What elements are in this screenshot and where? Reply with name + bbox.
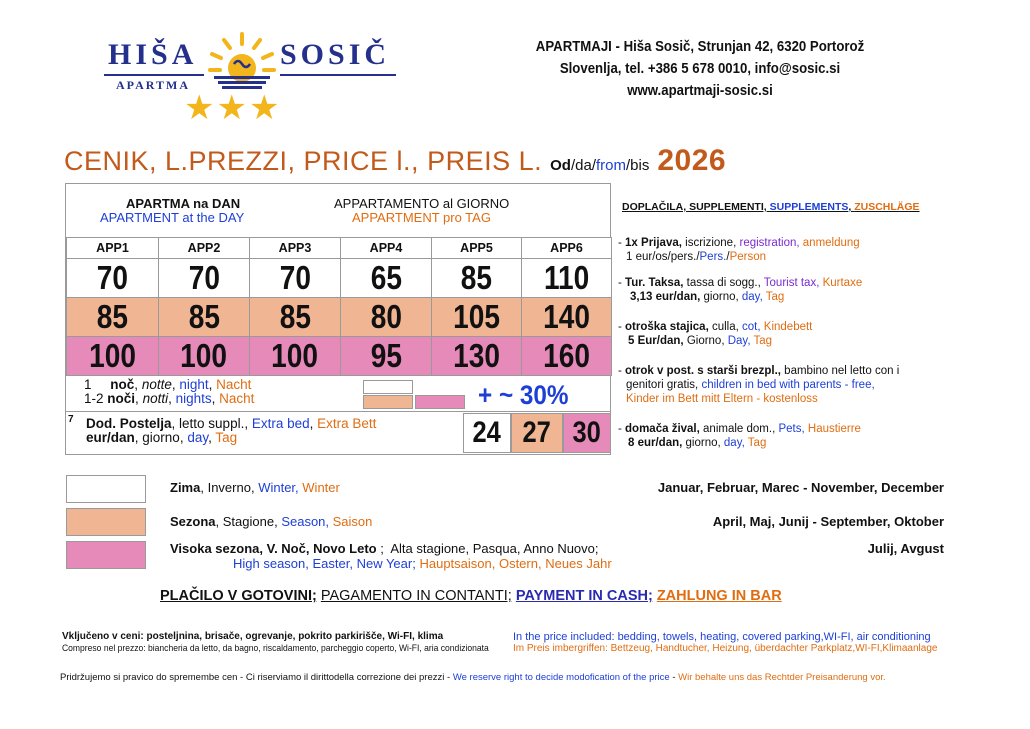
extra-bed-price: 27 (522, 416, 552, 449)
supplement-tourist-tax: - Tur. Taksa, tassa di sogg., Tourist tax, Kurtaxe 3,13 eur/dan, giorno, day, Tag (618, 277, 863, 303)
price-cell: 85 (96, 298, 129, 335)
extra-bed-it: letto suppl. (179, 416, 245, 431)
logo-right-word: SOSIČ (280, 38, 391, 71)
extra-bed-price: 30 (572, 416, 602, 449)
logo-left-word: HIŠA (108, 38, 198, 71)
supplements-header: DOPLAČILA, SUPPLEMENTI, SUPPLEMENTS, ZUSCHLÄGE (622, 201, 920, 213)
column-header: APP3 (250, 238, 341, 259)
column-header: APP1 (67, 238, 159, 259)
price-cell: 65 (370, 259, 402, 296)
rating-stars: ★★★ (184, 89, 282, 127)
column-header: APP4 (341, 238, 432, 259)
header-sl: APARTMA na DAN (126, 196, 241, 211)
logo-rule (104, 74, 204, 76)
page-title (64, 144, 726, 178)
high-season-price-row (67, 337, 612, 376)
table-header (66, 196, 610, 234)
nights-count: 1 (84, 377, 92, 392)
logo-rule-right (280, 74, 396, 76)
supplements-header-de: ZUSCHLÄGE (854, 201, 920, 213)
supplement-cot: - otroška stajica, culla, cot, Kindebett 5 Eur/dan, Giorno, Day, Tag (618, 321, 813, 347)
swatch-season-small (363, 395, 413, 409)
supplements-header-sl: DOPLAČILA, SUPPLEMENTI, (622, 201, 767, 213)
legend-season-months: April, Maj, Junij - September, Oktober (712, 514, 944, 529)
column-header: APP2 (159, 238, 250, 259)
supplement-pets: - domača žival, animale dom., Pets, Haustierre 8 eur/dan, giorno, day, Tag (618, 423, 861, 449)
column-header: APP6 (522, 238, 612, 259)
contact-block (470, 36, 930, 102)
included-sl: Vključeno v ceni: posteljnina, brisače, ogrevanje, pokrito parkirišče, Wi-FI, klima (62, 631, 444, 642)
price-cell: 85 (188, 298, 220, 335)
divider (66, 411, 610, 412)
price-cell: 110 (543, 259, 590, 296)
header-it: APPARTAMENTO al GIORNO (334, 196, 510, 211)
supplement-child-in-bed: - otrok v post. s starši brezpl., bambino nel letto con i genitori gratis, children in bed with parents - free, Kinder im Bett mitt Eltern - kostenloss (618, 365, 900, 405)
price-cell: 70 (279, 259, 311, 296)
header-en: APARTMENT at the DAY (100, 210, 245, 225)
extra-bed-note: 7 Dod. Postelja, letto suppl., Extra bed, Extra Bett eur/dan, giorno, day, Tag (68, 414, 377, 445)
swatch-high-small (415, 395, 465, 409)
included-de: Im Preis imbergriffen: Bettzeug, Handtucher, Heizung, überdachter Parkplatz,WI-FI,Klimaanlage (513, 643, 938, 654)
swatch-winter-small (363, 380, 413, 394)
supplement-registration: - 1x Prijava, iscrizione, registration, anmeldung 1 eur/os/pers./Pers./Person (618, 237, 860, 263)
included-en: In the price included: bedding, towels, heating, covered parking,WI-FI, air conditioning (513, 631, 931, 643)
price-cell: 70 (96, 259, 129, 296)
title-od: Od (550, 157, 571, 174)
title-main: CENIK, L.PREZZI, PRICE l., PREIS L. (64, 146, 543, 176)
legend-swatch-season (66, 508, 146, 536)
nights-sl: noči (107, 391, 136, 406)
contact-address: APARTMAJI - Hiša Sosič, Strunjan 42, 6320 Portorož (535, 38, 865, 55)
title-da: /da/ (570, 157, 596, 174)
logo-subtitle: APARTMA (116, 78, 191, 92)
price-cell: 70 (188, 259, 220, 296)
legend-swatch-high (66, 541, 146, 569)
supplements-header-en: SUPPLEMENTS (769, 201, 849, 213)
price-cell: 160 (543, 337, 590, 374)
legend-winter: Zima, Inverno, Winter, Winter (170, 480, 340, 495)
legend-high-months: Julij, Avgust (867, 541, 944, 556)
extra-bed-price: 24 (472, 416, 502, 449)
sun-icon (204, 30, 280, 92)
extra-bed-unit: eur/dan (86, 430, 135, 445)
extra-bed-price-season (511, 413, 563, 453)
extra-bed-sl: Dod. Postelja (86, 416, 172, 431)
price-cell: 140 (543, 298, 590, 335)
extra-bed-price-high (563, 413, 611, 453)
nights-de: Nacht (219, 391, 255, 406)
title-year: 2026 (657, 144, 727, 177)
price-table (66, 237, 612, 376)
extra-bed-index: 7 (68, 414, 74, 425)
nights-en: night (179, 377, 209, 392)
price-cell: 130 (453, 337, 500, 374)
legend-high: Visoka sezona, V. Noč, Novo Leto ; Alta stagione, Pasqua, Anno Nuovo; High season, Easter, New Year; Hauptsaison, Ostern, Neues Jahr (170, 541, 612, 571)
extra-bed-de: Extra Bett (317, 416, 377, 431)
price-cell: 95 (370, 337, 402, 374)
nights-note: 1 noč, notte, night, Nacht 1-2 noči, notti, nights, Nacht (84, 377, 255, 406)
table-header-row (67, 238, 612, 259)
price-cell: 100 (89, 337, 136, 374)
disclaimer: Pridržujemo si pravico do spremembe cen - Ci riserviamo il dirittodella correzione dei prezzi - We reserve right to decide modofication of the price - Wir behalte uns das Rechtder Preisanderung vor. (60, 672, 886, 683)
nights-it: notte (141, 377, 172, 392)
price-cell: 80 (370, 298, 402, 335)
extra-bed-unit-de: Tag (215, 430, 238, 445)
payment-line: PLAČILO V GOTOVINI; PAGAMENTO IN CONTANTI; PAYMENT IN CASH; ZAHLUNG IN BAR (160, 588, 782, 604)
contact-phone-email: Slovenlja, tel. +386 5 678 0010, info@sosic.si (559, 60, 841, 77)
extra-bed-unit-it: giorno (142, 430, 180, 445)
extra-bed-unit-en: day (187, 430, 209, 445)
title-bis: /bis (626, 157, 650, 174)
title-from: from (596, 157, 626, 174)
price-cell: 105 (453, 298, 500, 335)
extra-bed-price-winter (463, 413, 511, 453)
price-cell: 100 (180, 337, 228, 374)
nights-it: notti (142, 391, 169, 406)
winter-price-row (67, 259, 612, 298)
legend-swatch-winter (66, 475, 146, 503)
column-header: APP5 (432, 238, 522, 259)
price-cell: 85 (279, 298, 311, 335)
header-de: APPARTMENT pro TAG (352, 210, 491, 225)
extra-bed-en: Extra bed (251, 416, 310, 431)
nights-count: 1-2 (84, 391, 104, 406)
contact-website: www.apartmaji-sosic.si (627, 82, 773, 99)
nights-sl: noč (110, 377, 135, 392)
price-cell: 85 (460, 259, 493, 296)
season-price-row (67, 298, 612, 337)
nights-de: Nacht (216, 377, 252, 392)
price-cell: 100 (271, 337, 319, 374)
logo (104, 30, 396, 130)
high-season-surcharge: + ~ 30% (478, 380, 569, 410)
legend-season: Sezona, Stagione, Season, Saison (170, 514, 373, 529)
included-it: Compreso nel prezzo: biancheria da letto, da bagno, riscaldamento, parcheggio coperto, Wi-FI, aria condizionata (62, 643, 489, 654)
nights-en: nights (175, 391, 212, 406)
legend-winter-months: Januar, Februar, Marec - November, December (657, 480, 944, 495)
